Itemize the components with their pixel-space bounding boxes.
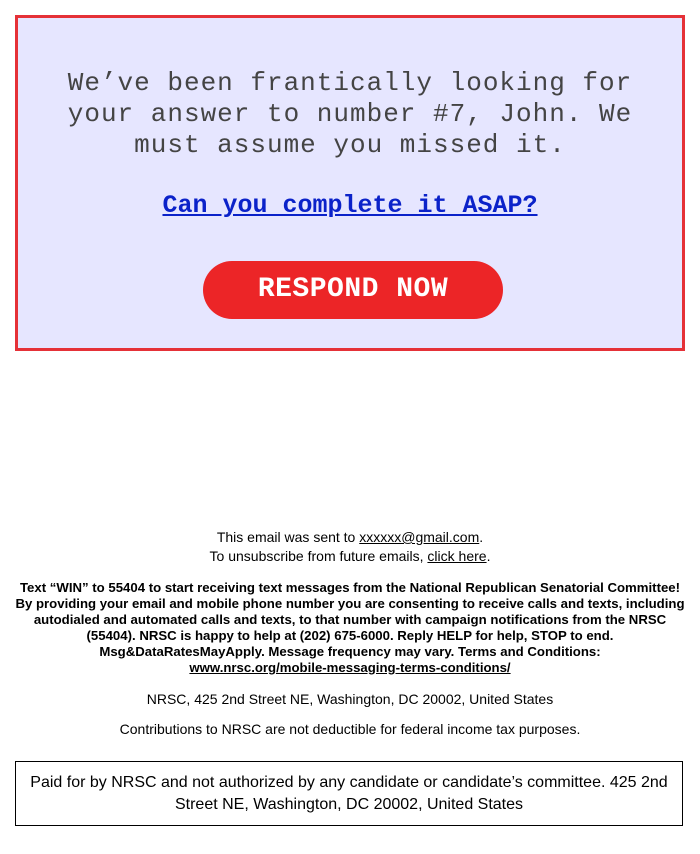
unsubscribe-line [10,547,690,566]
callout-message: We’ve been frantically looking for your answer to number #7, John. We must assume you missed it. [67,68,633,160]
mailing-address: NRSC, 425 2nd Street NE, Washington, DC 20002, United States [146,691,554,707]
recipient-email-link[interactable]: xxxxxx@gmail.com [359,529,480,545]
email-footer [10,528,690,566]
terms-conditions-link[interactable]: www.nrsc.org/mobile-messaging-terms-conditions/ [189,660,511,675]
complete-asap-link[interactable]: Can you complete it ASAP? [162,191,538,220]
deductible-notice: Contributions to NRSC are not deductible for federal income tax purposes. [119,721,581,737]
sms-disclaimer [14,580,686,676]
callout-box [15,15,685,351]
unsubscribe-prefix: To unsubscribe from future emails, [209,548,428,564]
unsubscribe-link[interactable]: click here [427,548,487,564]
respond-now-button[interactable]: RESPOND NOW [203,261,503,319]
complete-asap-link-container [18,190,682,222]
paid-for-disclaimer: Paid for by NRSC and not authorized by any candidate or candidate’s committee. 425 2nd Street NE, Washington, DC 20002, United States [15,761,683,826]
sent-to-prefix: This email was sent to [216,529,360,545]
sms-disclaimer-text: Text “WIN” to 55404 to start receiving text messages from the National Republican Senatorial Committee! By providing your email and mobile phone number you are consenting to receive calls and texts, including autodialed and automated calls and texts, to that number with campaign notifications from the NRSC (55404). NRSC is happy to help at (202) 675-6000. Reply HELP for help, STOP to end. Msg&DataRatesMayApply. Message frequency may vary. Terms and Conditions: [15,580,685,659]
unsubscribe-suffix: . [486,548,491,564]
sent-to-line [10,528,690,547]
sent-to-suffix: . [479,529,484,545]
